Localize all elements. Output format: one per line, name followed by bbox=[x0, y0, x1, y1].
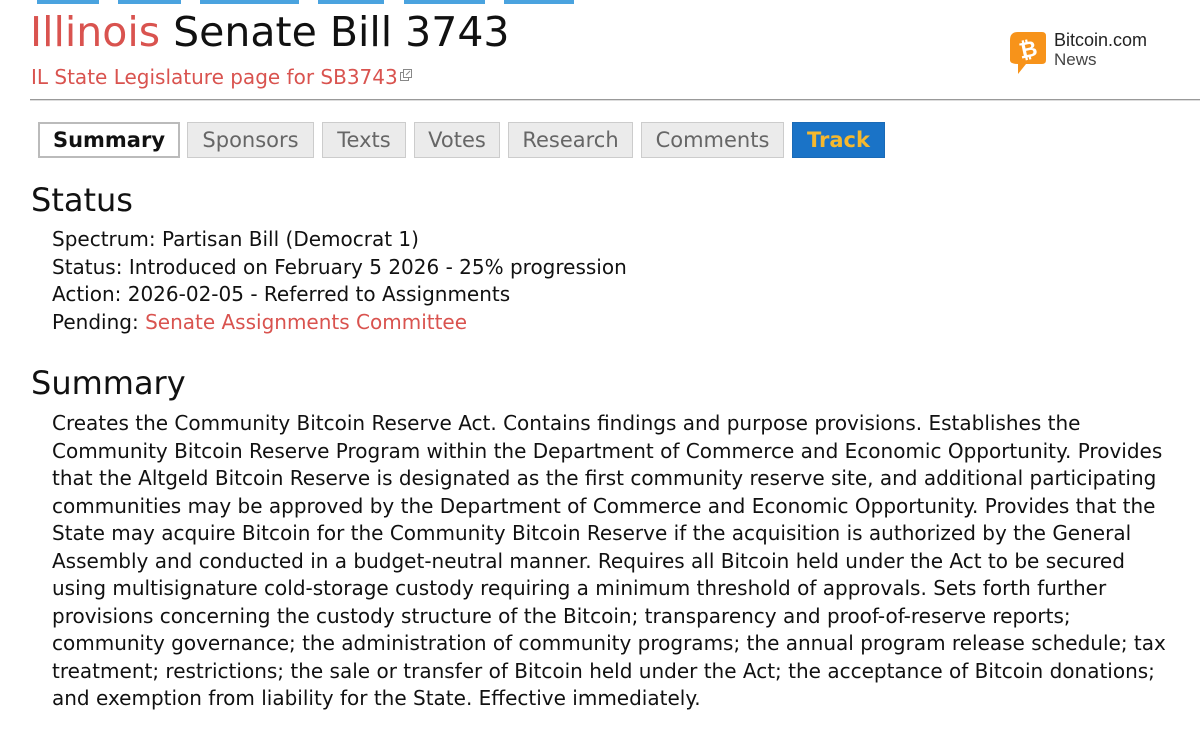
action-value: 2026-02-05 - Referred to Assignments bbox=[127, 282, 511, 306]
tab-research[interactable]: Research bbox=[508, 122, 633, 158]
tab-texts[interactable]: Texts bbox=[322, 122, 406, 158]
summary-text: Creates the Community Bitcoin Reserve Act. Contains findings and purpose provisions. Establishes the Community Bitcoin Reserve Program within the Department of Commerce and Economic Opportunity. Provides that the Altgeld Bitcoin Reserve is designated as the first community reserve site, and additional participating communities may be approved by the Department of Commerce and Economic Opportunity. Provides that the State may acquire Bitcoin for the Community Bitcoin Reserve if the acquisition is authorized by the General Assembly and conducted in a budget-neutral manner. Requires all Bitcoin held under the Act to be secured using multisignature cold-storage custody requiring a minimum threshold of approvals. Sets forth further provisions concerning the custody structure of the Bitcoin; transparency and proof-of-reserve reports; community governance; the administration of community programs; the annual program release schedule; tax treatment; restrictions; the sale or transfer of Bitcoin held under the Act; the acceptance of Bitcoin donations; and exemption from liability for the State. Effective immediately. bbox=[52, 411, 1166, 710]
tab-summary[interactable]: Summary bbox=[38, 122, 180, 158]
pending-row bbox=[52, 309, 627, 337]
tab-comments[interactable]: Comments bbox=[641, 122, 784, 158]
spectrum-label: Spectrum: bbox=[52, 227, 156, 251]
page-title-state: Illinois bbox=[30, 8, 161, 56]
tab-sponsors[interactable]: Sponsors bbox=[187, 122, 314, 158]
tab-votes[interactable]: Votes bbox=[414, 122, 500, 158]
page-title bbox=[30, 6, 510, 58]
top-nav-tab[interactable] bbox=[404, 0, 485, 4]
spectrum-row bbox=[52, 226, 627, 254]
page-title-bill: Senate Bill 3743 bbox=[173, 8, 510, 56]
top-nav-tab[interactable] bbox=[318, 0, 384, 4]
tab-track[interactable]: Track bbox=[792, 122, 885, 158]
legislature-page-link-text: IL State Legislature page for SB3743 bbox=[31, 65, 398, 89]
bitcoin-com-news-logo[interactable] bbox=[1008, 30, 1188, 76]
top-nav-tab[interactable] bbox=[37, 0, 99, 4]
bitcoin-icon bbox=[1008, 30, 1048, 76]
status-row bbox=[52, 254, 627, 282]
top-nav-strip bbox=[0, 0, 1200, 4]
header-divider bbox=[30, 99, 1200, 101]
external-link-icon bbox=[400, 62, 413, 88]
top-nav-tab[interactable] bbox=[504, 0, 574, 4]
top-nav-tab[interactable] bbox=[118, 0, 181, 4]
status-value: Introduced on February 5 2026 - 25% progression bbox=[128, 254, 627, 279]
top-nav-tab[interactable] bbox=[200, 0, 299, 4]
status-section bbox=[52, 226, 627, 336]
spectrum-value: Partisan Bill (Democrat 1) bbox=[162, 227, 419, 251]
pending-label: Pending: bbox=[52, 309, 139, 334]
logo-line-1: Bitcoin.com bbox=[1054, 30, 1148, 50]
legislature-page-link[interactable] bbox=[31, 62, 413, 90]
action-label: Action: bbox=[52, 282, 122, 306]
logo-text bbox=[1054, 31, 1147, 69]
svg-text:₿: ₿ bbox=[1016, 36, 1040, 65]
action-row bbox=[52, 281, 627, 309]
status-label: Status: bbox=[52, 254, 123, 279]
summary-heading: Summary bbox=[31, 364, 186, 402]
pending-committee-link[interactable]: Senate Assignments Committee bbox=[145, 309, 468, 334]
status-heading: Status bbox=[31, 181, 133, 219]
logo-line-2: News bbox=[1054, 50, 1097, 69]
